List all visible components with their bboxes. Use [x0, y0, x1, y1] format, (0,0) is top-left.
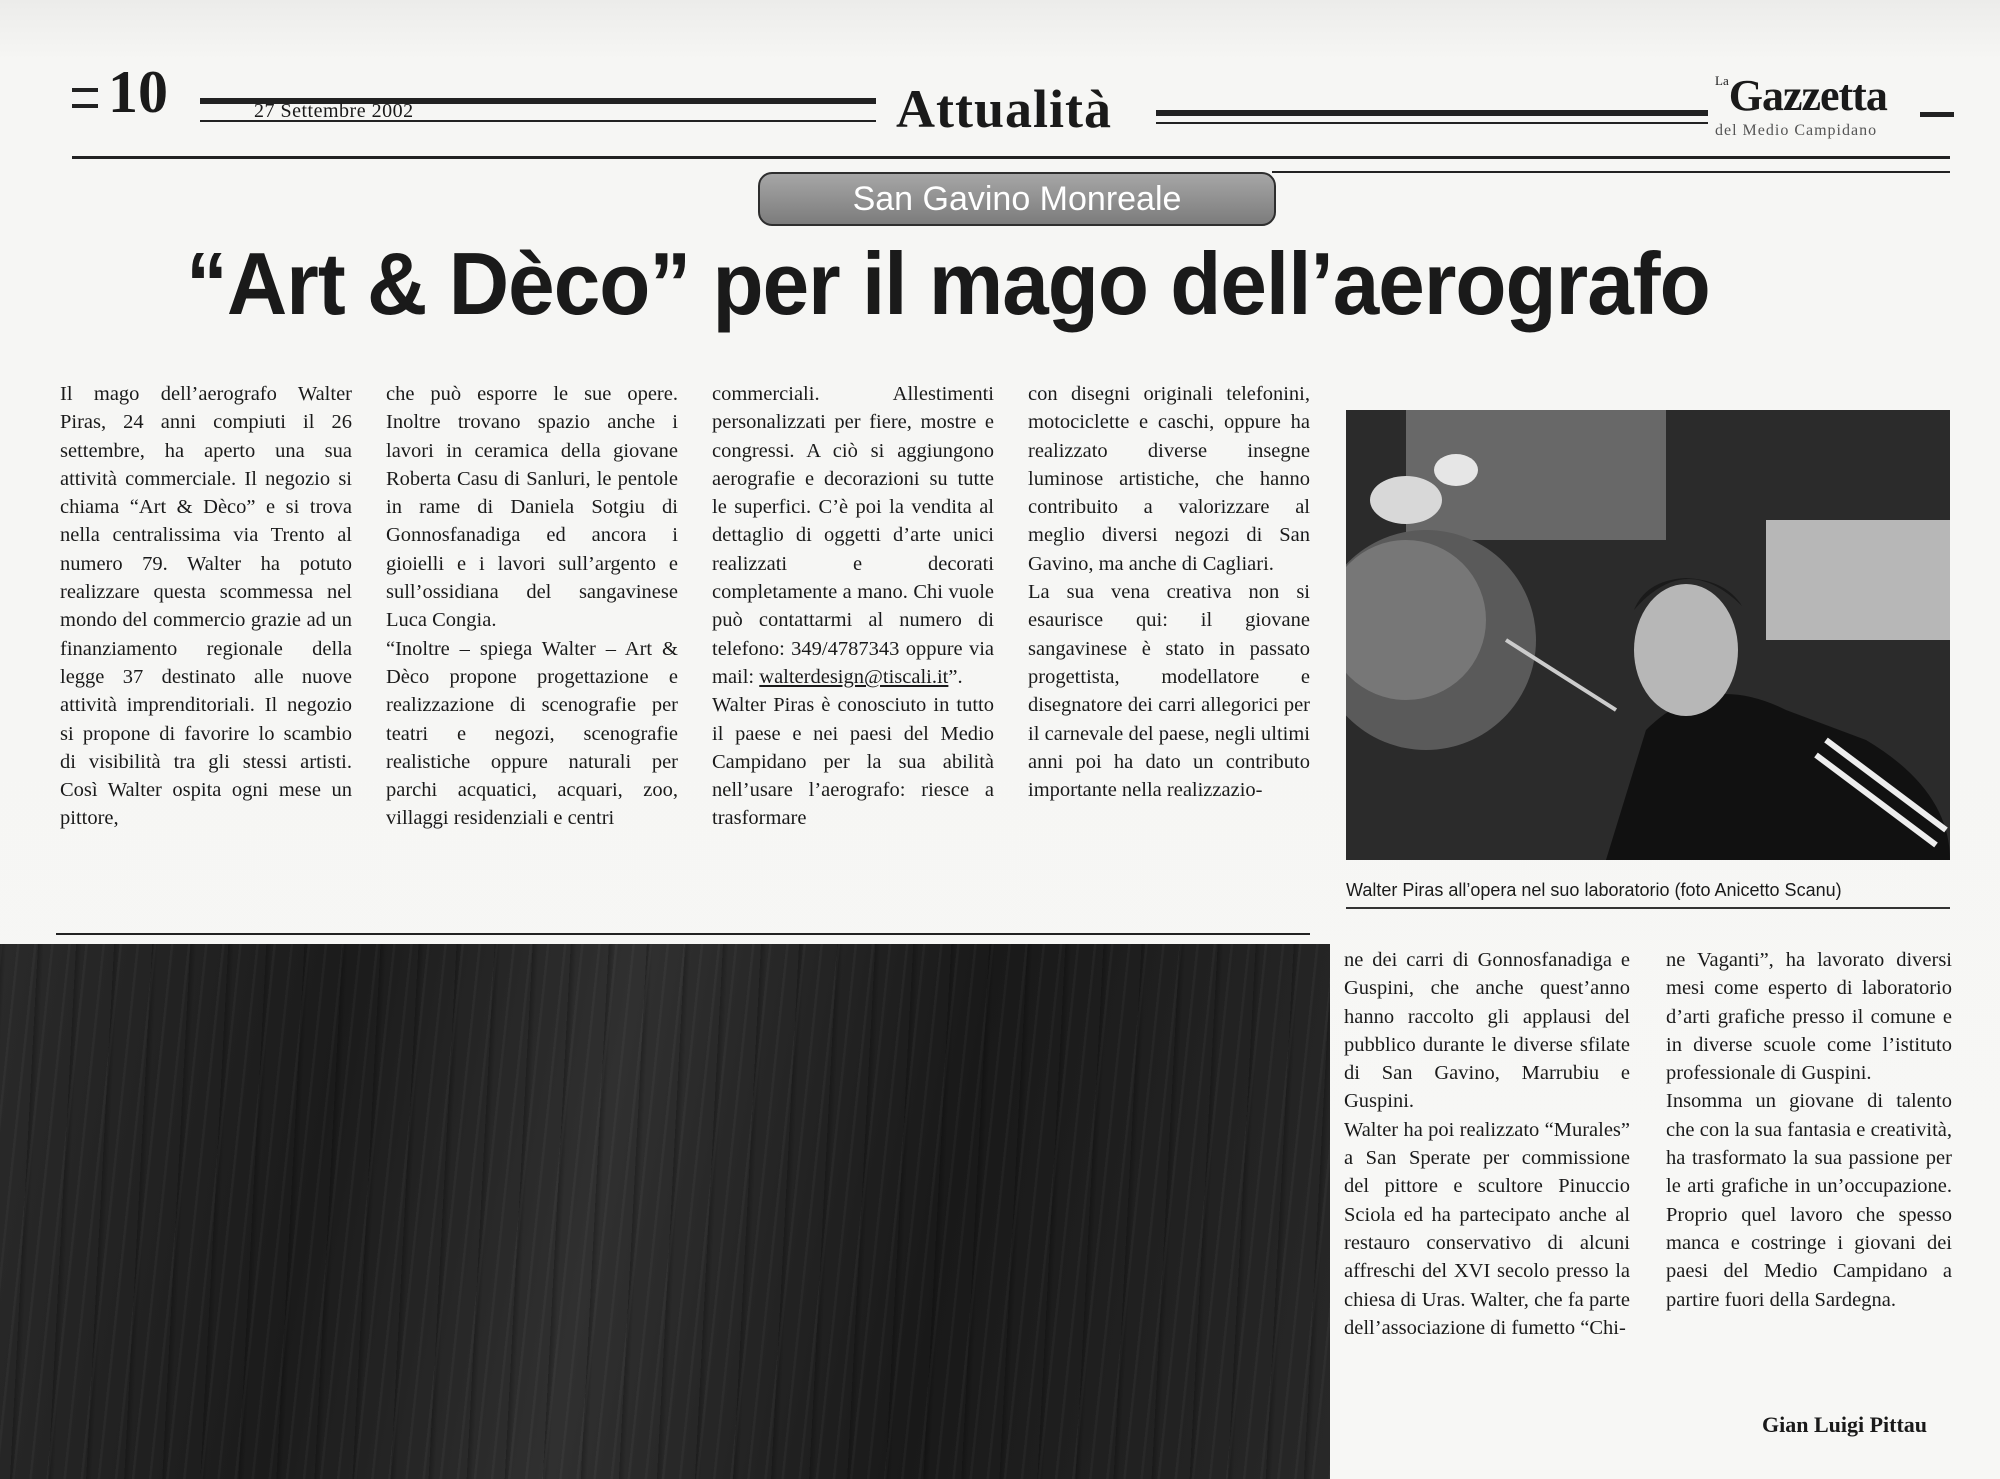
paragraph: con disegni originali telefonini, motociclette e caschi, oppure ha realizzato diverse insegne luminose artistiche, che hanno contribuito a valorizzare al meglio diversi negozi di San Gavino, ma anche di Cagliari.: [1028, 383, 1310, 575]
paragraph: che può esporre le sue opere. Inoltre trovano spazio anche i lavori in ceramica della giovane Roberta Casu di Sanluri, le pentole in rame di Daniela Sotgiu di Gonnosfanadiga ed ancora i gioielli e i lavori sull’argento e sull’ossidiana del sangavinese Luca Congia.: [386, 383, 678, 632]
paragraph: ne dei carri di Gonnosfanadiga e Guspini, che anche quest’anno hanno raccolto gli applausi del pubblico durante le diverse sfilate di San Gavino, Marrubiu e Guspini.: [1344, 949, 1630, 1113]
page-number: 10: [108, 59, 168, 125]
headline: “Art & Dèco” per il mago dell’aerografo: [186, 234, 1710, 333]
photo-illustration: [1346, 410, 1950, 860]
logo-prefix: La: [1715, 73, 1729, 88]
paragraph: “Inoltre – spiega Walter – Art & Dèco propone progettazione e realizzazione di scenografie per teatri e negozi, scenografie realistiche oppure naturali per parchi acquatici, acquari, zoo, villaggi residenziali e centri: [386, 637, 678, 830]
paragraph: Walter ha poi realizzato “Murales” a San Sperate per commissione del pittore e scultore Pinuccio Sciola ed ha partecipato anche al restauro conservativo di alcuni affreschi del XVI secolo presso la chiesa di Uras. Walter, che fa parte dell’associazione di fumetto “Chi-: [1344, 1118, 1630, 1339]
article-column-4: [1028, 380, 1310, 804]
section-title: Attualità: [896, 79, 1112, 139]
page-marker-dash: [72, 104, 98, 108]
paragraph: Walter Piras è conosciuto in tutto il paese e nei paesi del Medio Campidano per la sua abilità nell’usare l’aerografo: riesce a trasformare: [712, 694, 994, 830]
newspaper-logo: [1715, 71, 1887, 120]
article-photo: [1346, 410, 1950, 860]
header-rule: [1156, 110, 1708, 116]
paragraph: Il mago dell’aerografo Walter Piras, 24 anni compiuti il 26 settembre, ha aperto una sua attività commerciale. Il negozio si chiama “Art & Dèco” e si trova nella centralissima via Trento al numero 79. Walter ha potuto realizzare questa scommessa nel mondo del commercio grazie ad un finanziamento regionale della legge 37 destinato alle nuove attività imprenditoriali. Il negozio si propone di favorire lo scambio di visibilità tra gli stessi artisti. Così Walter ospita ogni mese un pittore,: [60, 383, 352, 830]
page-marker-dash: [72, 88, 98, 92]
header-rule: [1156, 122, 1708, 124]
location-kicker: San Gavino Monreale: [758, 172, 1276, 226]
wooden-table-surface: [0, 944, 1330, 1479]
page-rule: [72, 156, 1950, 159]
logo-subtitle: del Medio Campidano: [1715, 122, 1878, 139]
page-rule: [1272, 171, 1950, 173]
paragraph: ne Vaganti”, ha lavorato diversi mesi come esperto di laboratorio d’arti grafiche presso il comune e in diverse scuole come l’istituto professionale di Guspini.: [1666, 949, 1952, 1085]
photo-caption: Walter Piras all’opera nel suo laboratorio (foto Anicetto Scanu): [1346, 880, 1950, 909]
author-byline: Gian Luigi Pittau: [1762, 1412, 1928, 1437]
article-column-5: [1344, 946, 1630, 1342]
email-link[interactable]: walterdesign@tiscali.it: [759, 665, 949, 688]
logo-rule: [1920, 112, 1954, 117]
quote-end: ”.: [948, 665, 963, 688]
article-column-1: [60, 380, 352, 833]
article-column-2: [386, 380, 678, 833]
paragraph: La sua vena creativa non si esaurisce qui: il giovane sangavinese è stato in passato progettista, modellatore e disegnatore dei carri allegorici per il carnevale del paese, negli ultimi anni poi ha dato un contributo importante nella realizzazio-: [1028, 581, 1310, 802]
page-rule: [56, 933, 1310, 935]
article-column-3: [712, 380, 994, 833]
article-column-6: [1666, 946, 1952, 1314]
paragraph-text: commerciali. Allestimenti personalizzati per fiere, mostre e congressi. A ciò si aggiungono aerografie e decorazioni su tutte le superfici. C’è poi la vendita al dettaglio di oggetti d’arte unici realizzati e decorati completamente a mano. Chi vuole può contattarmi al numero di telefono: 349/4787343 oppure via mail:: [712, 383, 994, 688]
logo-name: Gazzetta: [1728, 71, 1887, 120]
issue-date: 27 Settembre 2002: [254, 100, 414, 122]
paragraph: Insomma un giovane di talento che con la sua fantasia e creatività, ha trasformato la sua passione per le arti grafiche in un’occupazione. Proprio quel lavoro che spesso manca e costringe i giovani dei paesi del Medio Campidano a partire fuori della Sardegna.: [1666, 1090, 1952, 1311]
paragraph: [712, 380, 994, 691]
